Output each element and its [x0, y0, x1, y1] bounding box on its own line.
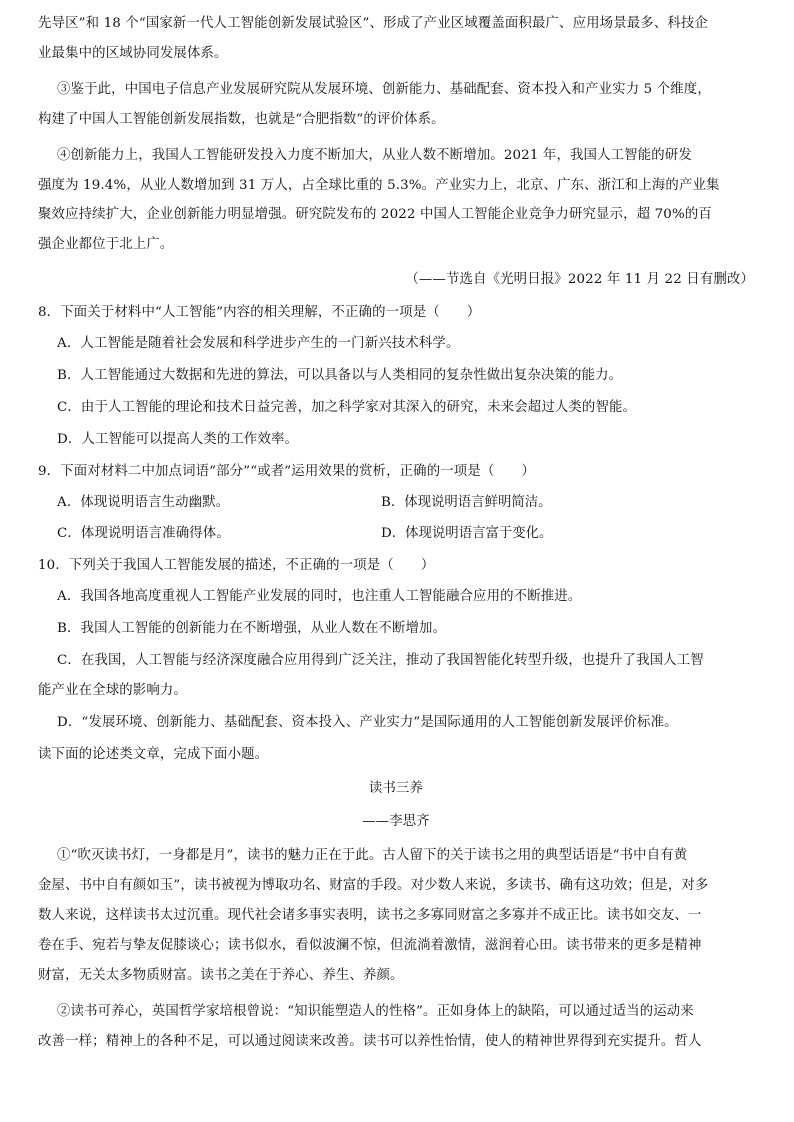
- passage-line: 聚效应持续扩大，企业创新能力明显增强。研究院发布的 2022 中国人工智能企业竞争力研究显示，超 70%的百: [38, 207, 712, 222]
- question-8-option-a: A．人工智能是随着社会发展和科学进步产生的一门新兴技术科学。: [57, 336, 460, 351]
- question-8-option-d: D．人工智能可以提高人类的工作效率。: [57, 432, 299, 447]
- question-9-option-b: B．体现说明语言鲜明简洁。: [381, 495, 552, 510]
- passage-line: 先导区”和 18 个“国家新一代人工智能创新发展试验区”、形成了产业区域覆盖面积最广、应用场景最多、科技企: [38, 16, 709, 31]
- question-10-option-a: A．我国各地高度重视人工智能产业发展的同时，也注重人工智能融合应用的不断推进。: [57, 589, 582, 604]
- question-10-stem: 10．下列关于我国人工智能发展的描述，不正确的一项是（ ）: [38, 558, 435, 573]
- question-8-stem: 8．下面关于材料中“人工智能”内容的相关理解，不正确的一项是（ ）: [38, 305, 481, 320]
- question-8-option-c: C．由于人工智能的理论和技术日益完善，加之科学家对其深入的研究，未来会超过人类的智能。: [57, 400, 637, 415]
- question-10-option-c-cont: 能产业在全球的影响力。: [38, 683, 187, 698]
- passage-line: 强度为 19.4%，从业人数增加到 31 万人，占全球比重的 5.3%。产业实力上，北京、广东、浙江和上海的产业集: [38, 178, 720, 193]
- question-10-option-b: B．我国人工智能的创新能力在不断增强，从业人数在不断增加。: [57, 621, 447, 636]
- essay-line: 数人来说，这样读书太过沉重。现代社会诸多事实表明，读书之多寡同财富之多寡并不成正比。读书如交友、一: [38, 908, 702, 923]
- question-9-option-a: A．体现说明语言生动幽默。: [57, 495, 230, 510]
- source-citation: （——节选自《光明日报》2022 年 11 月 22 日有删改）: [405, 272, 754, 287]
- essay-line: 卷在手、宛若与挚友促膝谈心；读书似水，看似波澜不惊，但流淌着激情，滋润着心田。读书带来的更多是精神: [38, 938, 702, 953]
- essay-line: 改善一样；精神上的各种不足，可以通过阅读来改善。读书可以养性怡情，使人的精神世界得到充实提升。哲人: [38, 1034, 702, 1049]
- question-10-option-d: D．“发展环境、创新能力、基础配套、资本投入、产业实力”是国际通用的人工智能创新发展评价标准。: [57, 715, 678, 730]
- passage-line: 业最集中的区域协同发展体系。: [38, 46, 228, 61]
- question-9-option-c: C．体现说明语言准确得体。: [57, 526, 230, 541]
- essay-paragraph-2: ②读书可养心，英国哲学家培根曾说：“知识能塑造人的性格”。正如身体上的缺陷，可以通过适当的运动来: [57, 1004, 694, 1019]
- passage-paragraph-4: ④创新能力上，我国人工智能研发投入力度不断加大，从业人数不断增加。2021 年，我国人工智能的研发: [57, 148, 692, 163]
- reading-instruction: 读下面的论述类文章，完成下面小题。: [38, 747, 269, 762]
- passage-line: 构建了中国人工智能创新发展指数，也就是“合肥指数”的评价体系。: [38, 112, 445, 127]
- question-9-stem: 9．下面对材料二中加点词语“部分”“或者”运用效果的赏析，正确的一项是（ ）: [38, 464, 536, 479]
- passage-paragraph-3: ③鉴于此，中国电子信息产业发展研究院从发展环境、创新能力、基础配套、资本投入和产业实力 5 个维度，: [57, 82, 711, 97]
- question-8-option-b: B．人工智能通过大数据和先进的算法，可以具备以与人类相同的复杂性做出复杂决策的能力。: [57, 368, 623, 383]
- essay-line: 金屋、书中自有颜如玉”，读书被视为博取功名、财富的手段。对少数人来说，多读书、确有这功效；但是，对多: [38, 878, 709, 893]
- essay-author: ——李思齐: [362, 814, 430, 829]
- question-9-option-d: D．体现说明语言富于变化。: [381, 526, 553, 541]
- essay-paragraph-1: ①“吹灭读书灯，一身都是月”，读书的魅力正在于此。古人留下的关于读书之用的典型话语是“书中自有黄: [57, 848, 688, 863]
- passage-line: 强企业都位于北上广。: [38, 237, 174, 252]
- essay-title: 读书三养: [368, 781, 424, 796]
- essay-line: 财富，无关太多物质财富。读书之美在于养心、养生、养颜。: [38, 968, 404, 983]
- question-10-option-c: C．在我国，人工智能与经济深度融合应用得到广泛关注，推动了我国智能化转型升级，也提升了我国人工智: [57, 653, 704, 668]
